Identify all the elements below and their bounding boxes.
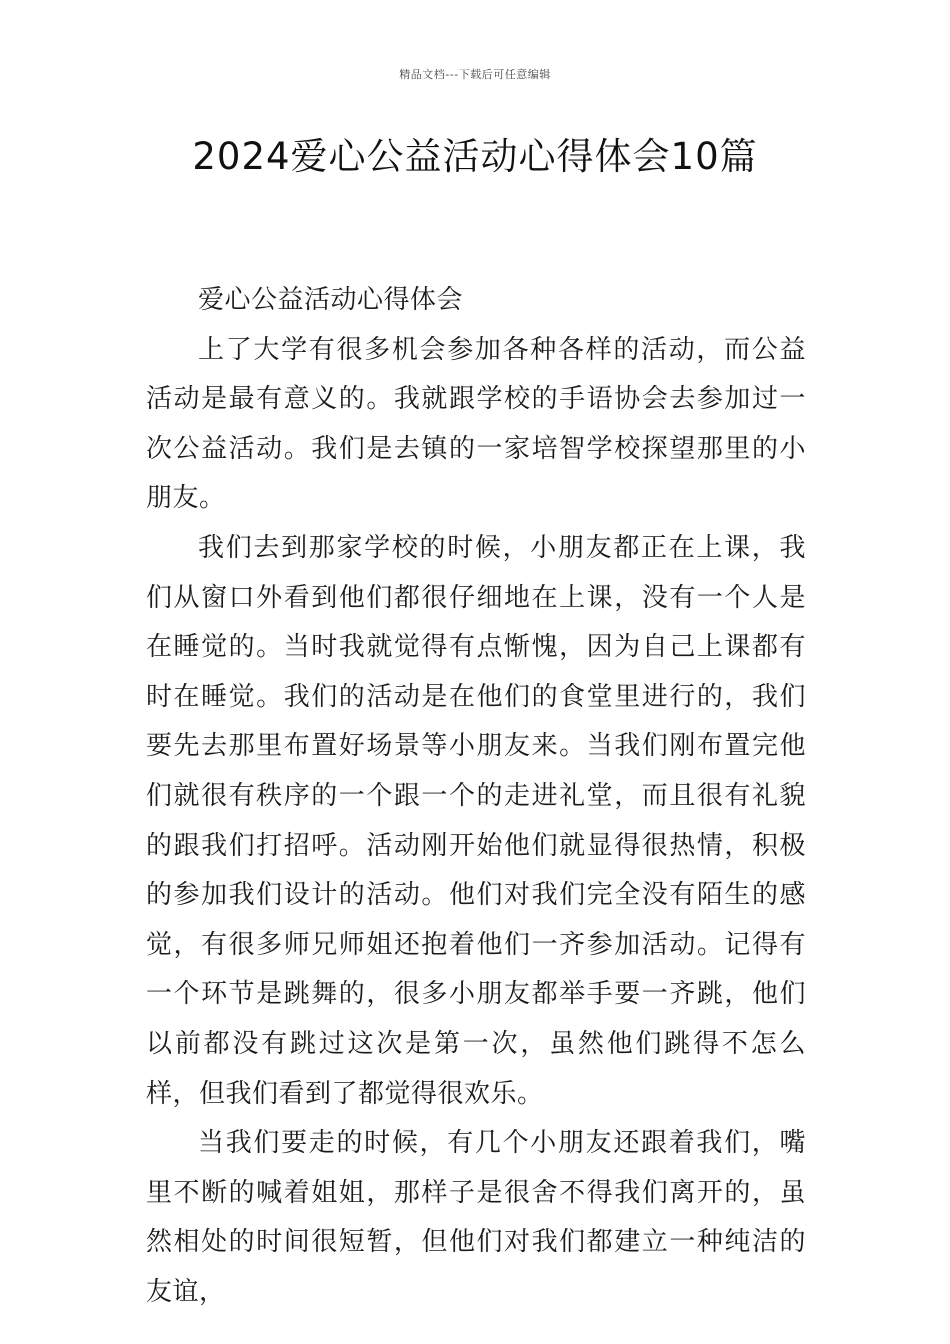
paragraph: 上了大学有很多机会参加各种各样的活动，而公益活动是最有意义的。我就跟学校的手语协会去参加过一次公益活动。我们是去镇的一家培智学校探望那里的小朋友。 — [146, 334, 806, 514]
header-note: 精品文档---下载后可任意编辑 — [399, 68, 551, 81]
section-heading: 爱心公益活动心得体会 — [198, 285, 464, 315]
document-title: 2024爱心公益活动心得体会10篇 — [192, 135, 758, 178]
document-body — [146, 276, 806, 1317]
paragraph: 我们去到那家学校的时候，小朋友都正在上课，我们从窗口外看到他们都很仔细地在上课，没有一个人是在睡觉的。当时我就觉得有点惭愧，因为自己上课都有时在睡觉。我们的活动是在他们的食堂里进行的，我们要先去那里布置好场景等小朋友来。当我们刚布置完他们就很有秩序的一个跟一个的走进礼堂，而且很有礼貌的跟我们打招呼。活动刚开始他们就显得很热情，积极的参加我们设计的活动。他们对我们完全没有陌生的感觉，有很多师兄师姐还抱着他们一齐参加活动。记得有一个环节是跳舞的，很多小朋友都举手要一齐跳，他们以前都没有跳过这次是第一次，虽然他们跳得不怎么样，但我们看到了都觉得很欢乐。 — [146, 532, 806, 1109]
paragraph: 当我们要走的时候，有几个小朋友还跟着我们，嘴里不断的喊着姐姐，那样子是很舍不得我们离开的，虽然相处的时间很短暂，但他们对我们都建立一种纯洁的友谊， — [146, 1128, 806, 1307]
